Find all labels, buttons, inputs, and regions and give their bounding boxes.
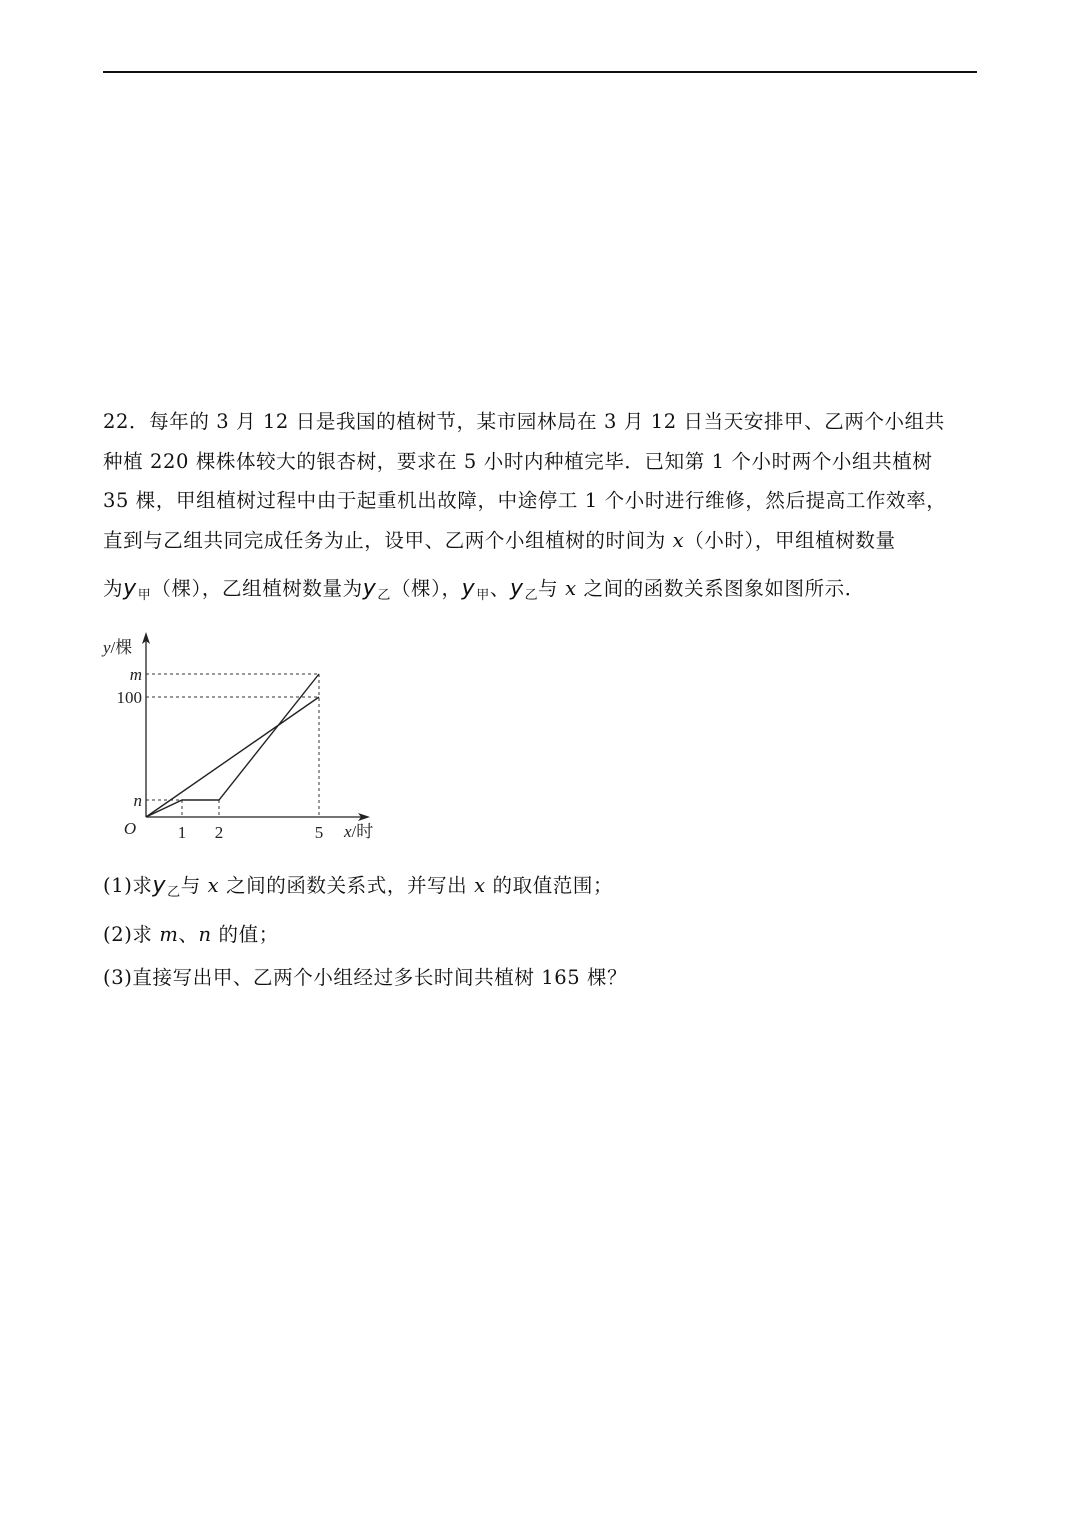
var-y-yi: y bbox=[509, 576, 524, 601]
origin-label: O bbox=[123, 819, 137, 838]
problem-line-5: 为$y_甲$（棵），乙组植树数量为$y_乙$（棵），$y_甲$、$y_乙$与 x 之间的函数关系图象如图所示． bbox=[103, 576, 865, 603]
x-axis-label: x/时 bbox=[344, 822, 374, 841]
subscript-jia: 甲 bbox=[137, 588, 152, 603]
y-axis-label: y/棵 bbox=[103, 638, 133, 657]
header-rule bbox=[103, 71, 977, 73]
y-tick-label-100: 100 bbox=[116, 688, 142, 707]
problem-line-2: 种植 220 棵株体较大的银杏树，要求在 5 小时内种植完毕．已知第 1 个小时两个小组共植树 bbox=[103, 449, 933, 473]
question-3: (3)直接写出甲、乙两个小组经过多长时间共植树 165 棵？ bbox=[103, 966, 628, 989]
problem-statement bbox=[103, 402, 977, 625]
var-y-jia: y bbox=[123, 576, 137, 601]
var-n: n bbox=[198, 923, 212, 946]
problem-line-3: 35 棵，甲组植树过程中由于起重机出故障，中途停工 1 个小时进行维修，然后提高工作效率， bbox=[103, 489, 947, 512]
var-y-jia: y bbox=[461, 576, 476, 601]
var-y-yi: y bbox=[152, 873, 167, 898]
y-tick-label-m: m bbox=[129, 665, 142, 684]
problem-line-1: 22．每年的 3 月 12 日是我国的植树节，某市园林局在 3 月 12 日当天安排甲、乙两个小组共 bbox=[103, 410, 945, 433]
var-x: x bbox=[565, 577, 577, 600]
x-tick-label-5: 5 bbox=[314, 823, 324, 842]
subscript-yi: 乙 bbox=[377, 588, 391, 603]
series-line-1 bbox=[146, 697, 319, 817]
question-2: (2)求 m、n 的值； bbox=[103, 923, 279, 946]
series-line-2 bbox=[146, 674, 319, 817]
problem-line-4: 直到与乙组共同完成任务为止，设甲、乙两个小组植树的时间为 x（小时），甲组植树数量 bbox=[103, 528, 896, 552]
function-graph bbox=[100, 628, 400, 848]
var-y-yi: y bbox=[362, 576, 377, 601]
var-x: x bbox=[672, 528, 685, 552]
x-tick-label-2: 2 bbox=[214, 823, 224, 842]
y-tick-label-n: n bbox=[133, 791, 142, 810]
problem-number: 22． bbox=[103, 410, 150, 433]
var-m: m bbox=[159, 923, 179, 946]
question-1: (1)求$y_乙$与 x 之间的函数关系式，并写出 x 的取值范围； bbox=[103, 873, 614, 900]
graph-svg bbox=[100, 628, 400, 848]
sub-questions bbox=[103, 864, 977, 998]
x-tick-label-1: 1 bbox=[177, 823, 187, 842]
